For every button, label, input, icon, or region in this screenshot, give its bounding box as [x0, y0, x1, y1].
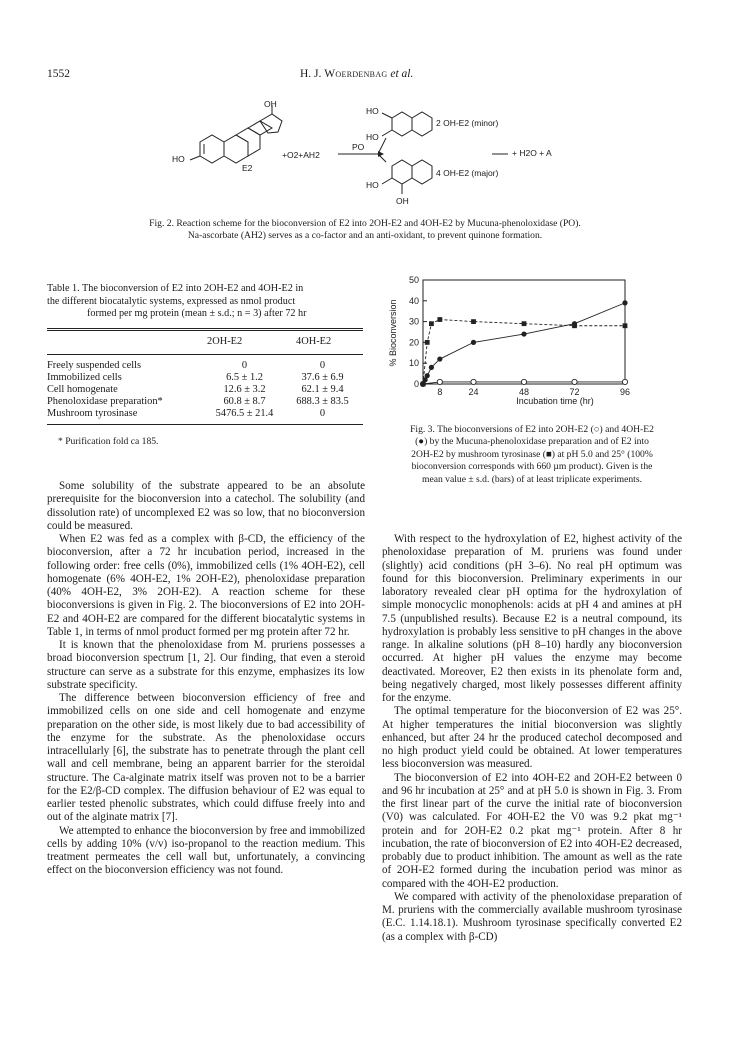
paragraph: The optimal temperature for the bioconversion of E2 was 25°. At higher temperatures the initial bioconversion was slightly enhanced, but after 24 hr the produced catechol decomposed and no high product yield could be obtained. At lower temperatures less bioconversion was measured. [382, 705, 682, 771]
upper-ring-a [392, 112, 412, 136]
paragraph: It is known that the phenoloxidase from M. pruriens possesses a broad bioconversion spectrum [1, 2]. Our finding, that even a steroid structure can serve as a substrate for this enzyme, emphasizes its low substrate specificity. [47, 639, 365, 691]
table-cell-label: Phenoloxidase preparation* [47, 396, 163, 407]
data-point [521, 379, 526, 384]
x-tick-label: 48 [518, 387, 530, 397]
table-cell-4oh: 0 [319, 360, 326, 371]
table-cell-2oh: 12.6 ± 3.2 [223, 384, 266, 395]
series-line [423, 320, 625, 384]
table-cell-label: Cell homogenate [47, 384, 118, 395]
paragraph: With respect to the hydroxylation of E2, highest activity of the phenoloxidase preparation of M. pruriens was found under (slightly) acid conditions (pH 3–6). No real pH optimum was found for this bioconversion. Preliminary experiments in our laboratory revealed clear pH optima for the hydroxylation of simple monocyclic monophenols: acids at pH 4 and amines at pH 7.5 (unpublished results). Because E2 is a neutral compound, its hydroxylation is probably less sensitive to pH changes in the above range. In alkaline solutions (pH 8–10) hardly any bioconversion occurred. At higher pH values the enzyme may become deactivated. Moreover, E2 then exists in its phenolate form and, being negatively charged, most likely possesses different affinity for the enzyme. [382, 533, 682, 704]
paragraph: Some solubility of the substrate appeared to be an absolute prerequisite for the bioconversion into a catechol. The solubility (and dissolution rate) of uncomplexed E2 was so low, that no bioconversion could be measured. [47, 480, 365, 532]
data-point [429, 321, 434, 326]
x-tick-label: 96 [619, 387, 631, 397]
figure-2-caption-line-2: Na-ascorbate (AH2) serves as a co-factor and an anti-oxidant, to prevent quinone formation. [187, 230, 543, 242]
running-title-pre: H. J. [300, 68, 325, 80]
table-1 [47, 360, 363, 420]
byproducts-label: + H2O + A [512, 148, 552, 158]
ho-label-lower: HO [366, 180, 379, 190]
table-row [47, 396, 363, 408]
running-title-author: Woerdenbag [324, 68, 388, 80]
data-point [471, 379, 476, 384]
table-1-bottom-rule [47, 424, 363, 425]
lower-ring-b [412, 160, 432, 184]
table-cell-2oh: 0 [241, 360, 248, 371]
arrow-head [378, 151, 384, 157]
table-cell-4oh: 688.3 ± 83.5 [296, 396, 349, 407]
product-minor-label: 2 OH-E2 (minor) [436, 118, 499, 128]
figure-3-chart [385, 272, 645, 422]
data-point [437, 317, 442, 322]
data-point [471, 319, 476, 324]
oh-label-lower: OH [396, 196, 409, 206]
data-point [429, 365, 434, 370]
data-point [622, 300, 627, 305]
y-tick-label: 40 [408, 295, 419, 306]
data-point [623, 323, 628, 328]
data-point [421, 382, 426, 387]
y-tick-label: 20 [408, 337, 419, 348]
data-point [471, 340, 476, 345]
data-point [437, 356, 442, 361]
reactants-label: +O2+AH2 [282, 150, 320, 160]
enzyme-label: PO [352, 142, 365, 152]
table-row [47, 408, 363, 420]
figure-3-caption-line-1: Fig. 3. The bioconversions of E2 into 2OH-E2 (○) and 4OH-E2 [410, 424, 654, 435]
table-cell-4oh: 62.1 ± 9.4 [301, 384, 344, 395]
data-point [572, 379, 577, 384]
e2-label: E2 [242, 163, 253, 173]
x-tick-label: 8 [437, 387, 443, 397]
running-title [300, 68, 413, 80]
table-1-body [47, 360, 363, 420]
table-cell-4oh: 37.6 ± 6.9 [301, 372, 344, 383]
upper-ho-bond-2 [382, 130, 392, 136]
table-1-top-rule [47, 328, 363, 331]
ring-c [236, 128, 260, 156]
table-cell-4oh: 0 [319, 408, 326, 419]
paragraph: The bioconversion of E2 into 4OH-E2 and 2OH-E2 between 0 and 96 hr incubation at 25° and at pH 5.0 is shown in Fig. 3. From the first linear part of the curve the initial rate of bioconversion (V0) was calculated. For 4OH-E2 the V0 was 9.2 pkat mg⁻¹ protein and for 2OH-E2 0.2 pkat mg⁻¹ protein. After 8 hr incubation, the rate of bioconversion of E2 into 4OH-E2 decreased, probably due to product inhibition. The amount as well as the rate of 2OH-E2 formed during the incubation period was minor as compared with the 4OH-E2 production. [382, 771, 682, 890]
paragraph: When E2 was fed as a complex with β-CD, the efficiency of the bioconversion, after a 72 hr incubation period, increased in the following order: free cells (0%), immobilized cells (1% 4OH-E2), cell homogenate (6% 4OH-E2, 1% 2OH-E2), phenoloxidase preparation (40% 4OH-E2, 3% 2OH-E2). A reaction scheme for these bioconversions is given in Fig. 2. The bioconversions of E2 into 2OH-E2 and 4OH-E2 are compared for the different biocatalytic systems in Table 1, in terms of nmol product formed per mg protein after 72 hr. [47, 533, 365, 638]
table-1-caption [47, 283, 365, 321]
data-point [622, 379, 627, 384]
y-tick-label: 30 [408, 316, 419, 327]
table-1-header-rule [47, 354, 363, 355]
x-axis-label: Incubation time (hr) [516, 396, 594, 406]
left-column [47, 480, 365, 878]
series-line [423, 303, 625, 384]
page-number: 1552 [47, 68, 70, 80]
paragraph: We attempted to enhance the bioconversion by free and immobilized cells by adding 10% (v/v) iso-propanol to the reaction medium. This treatment permeates the cell wall but, unfortunately, a convincing effect on the bioconversion efficiency was not found. [47, 824, 365, 877]
figure-3-caption [382, 424, 682, 486]
y-axis-label: % Bioconversion [388, 299, 398, 367]
ho-bond [190, 156, 200, 160]
table-cell-label: Freely suspended cells [47, 360, 142, 371]
table-cell-2oh: 60.8 ± 8.7 [223, 396, 266, 407]
table-1-col-header-4oh: 4OH-E2 [296, 336, 332, 347]
table-1-footnote: * Purification fold ca 185. [58, 436, 159, 447]
data-point [437, 379, 442, 384]
oh-label-top: OH [264, 99, 277, 109]
y-tick-label: 50 [408, 275, 419, 285]
paragraph: We compared with activity of the phenoloxidase preparation of M. pruriens with the commercially available mushroom tyrosinase (E.C. 1.14.18.1). Mushroom tyrosinase specifically converted E2 (as a complex with β-CD) [382, 890, 682, 943]
table-row [47, 360, 363, 372]
upper-ring-b [412, 112, 432, 136]
y-tick-label: 10 [408, 358, 419, 369]
figure-3-caption-line-4: bioconversion corresponds with 660 µm product). Given is the [411, 461, 653, 473]
x-tick-label: 72 [569, 387, 580, 397]
y-tick-label: 0 [413, 379, 419, 389]
lower-ho-bond [382, 178, 392, 184]
figure-2-caption [60, 218, 670, 243]
ho-label-upper-1: HO [366, 106, 379, 116]
data-point [572, 323, 577, 328]
ho-label-upper-2: HO [366, 132, 379, 142]
x-tick-label: 24 [468, 387, 479, 397]
ho-label-left: HO [172, 154, 185, 164]
figure-3-caption-line-5: mean value ± s.d. (bars) of at least triplicate experiments. [422, 473, 642, 485]
figure-3-caption-line-3: 2OH-E2 by mushroom tyrosinase (■) at pH 5.0 and 25° (100% [411, 448, 653, 460]
figure-2-caption-line-1: Fig. 2. Reaction scheme for the bioconversion of E2 into 2OH-E2 and 4OH-E2 by Mucuna-phenoloxidase (PO). [149, 218, 581, 229]
data-point [425, 340, 430, 345]
paragraph: The difference between bioconversion efficiency of free and immobilized cells on one side and cell homogenate and enzyme preparation on the other side, is most likely due to bad accessibility of the enzyme for the substrate. As the phenoloxidase occurs intracellularly [6], the substrate has to penetrate through the plant cell wall and cell membrane, being an apparent barrier for the steroidal structure. The Ca-alginate matrix itself was proven not to be a barrier for the E2/β-CD complex. The diffusion behaviour of E2 was equal to earlier tested phenolic substrates, which could diffuse freely into and out of the alginate matrix [7]. [47, 692, 365, 824]
table-row [47, 384, 363, 396]
table-1-col-header-2oh: 2OH-E2 [207, 336, 243, 347]
running-title-etal: et al. [387, 68, 414, 80]
table-1-caption-line-1: Table 1. The bioconversion of E2 into 2OH-E2 and 4OH-E2 in [47, 283, 304, 294]
table-1-caption-line-2: the different biocatalytic systems, expressed as nmol product [47, 295, 296, 307]
right-column [382, 533, 682, 944]
table-cell-label: Mushroom tyrosinase [47, 408, 138, 419]
table-cell-2oh: 6.5 ± 1.2 [226, 372, 263, 383]
product-major-label: 4 OH-E2 (major) [436, 168, 499, 178]
upper-ho-bond-1 [382, 113, 392, 118]
table-cell-2oh: 5476.5 ± 21.4 [215, 408, 274, 419]
lower-ring-a [392, 160, 412, 184]
table-1-caption-line-3: formed per mg protein (mean ± s.d.; n = 3) after 72 hr [87, 308, 307, 320]
data-point [521, 331, 526, 336]
table-cell-label: Immobilized cells [47, 372, 122, 383]
y-axis-label-wrap [387, 280, 401, 390]
table-row [47, 372, 363, 384]
data-point [522, 321, 527, 326]
ring-b [224, 135, 248, 163]
figure-3-caption-line-2: (●) by the Mucuna-phenoloxidase preparation and of E2 into [415, 436, 649, 448]
data-point [425, 373, 430, 378]
reaction-scheme [160, 96, 580, 216]
